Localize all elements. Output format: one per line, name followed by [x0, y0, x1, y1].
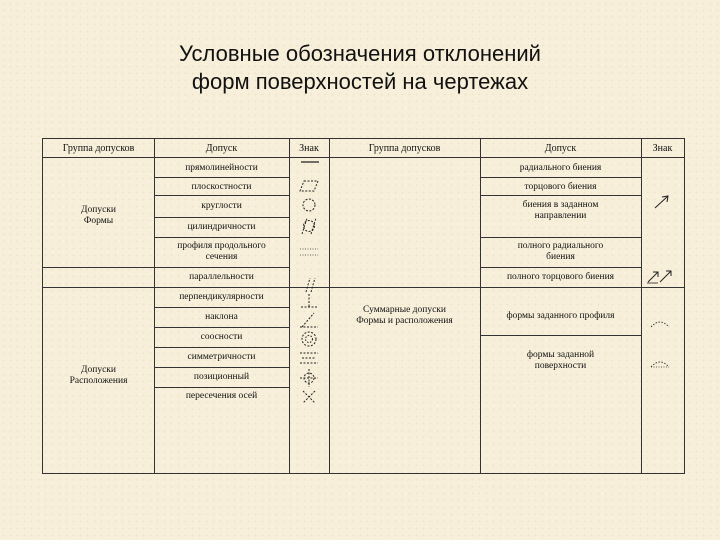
flatness-icon [299, 179, 319, 193]
title-line-2: форм поверхностей на чертежах [191, 69, 529, 94]
row-surface-form: формы заданной поверхности [526, 350, 595, 371]
row-inclination: наклона [205, 312, 238, 322]
row-divider [480, 267, 641, 268]
row-divider [154, 237, 289, 238]
row-axial-runout: торцового биения [524, 182, 597, 192]
row-position: позиционный [193, 372, 250, 382]
header-tolerance-right: Допуск [544, 143, 577, 154]
position-icon [300, 369, 318, 387]
parallelism-icon [303, 277, 317, 293]
column-divider [641, 139, 642, 473]
symmetry-icon [299, 350, 319, 366]
row-full-radial-runout: полного радиального биения [517, 241, 604, 262]
row-divider [43, 267, 289, 268]
row-divider [154, 195, 289, 196]
row-divider [480, 335, 641, 336]
row-profile-form: формы заданного профиля [506, 311, 615, 321]
cylindricity-icon [297, 217, 321, 235]
full-runout-icon [646, 268, 674, 284]
header-tolerance: Допуск [205, 143, 238, 154]
row-symmetry: симметричности [187, 352, 256, 362]
group-summary-label: Суммарные допуски Формы и расположения [356, 305, 453, 326]
row-perpendicularity: перпендикулярности [179, 292, 264, 302]
roundness-icon [301, 197, 317, 213]
row-divider [480, 195, 641, 196]
axes-intersection-icon [301, 389, 317, 405]
page-title [0, 40, 720, 96]
straightness-icon [301, 160, 319, 164]
row-divider [154, 327, 289, 328]
row-roundness: круглости [201, 201, 242, 211]
row-divider [480, 237, 641, 238]
header-divider [43, 157, 684, 158]
row-divider [154, 367, 289, 368]
row-full-axial-runout: полного торцового биения [506, 272, 615, 282]
row-direction-runout: биения в заданном направлении [522, 200, 599, 221]
row-divider [480, 177, 641, 178]
group-form-label: Допуски Формы [81, 205, 116, 226]
row-divider [154, 307, 289, 308]
header-sign-right: Знак [652, 143, 673, 154]
group-position-label: Допуски Расположения [69, 365, 128, 386]
row-cylindricity: цилиндричности [187, 222, 256, 232]
header-sign: Знак [299, 143, 319, 154]
inclination-icon [299, 311, 319, 329]
row-divider [154, 347, 289, 348]
row-profile: профиля продольного сечения [177, 241, 266, 262]
row-flatness: плоскостности [191, 182, 252, 192]
profile-form-icon [649, 319, 671, 329]
row-divider [154, 217, 289, 218]
header-group: Группа допусков [62, 143, 135, 154]
column-divider [289, 139, 290, 473]
row-axes-intersection: пересечения осей [185, 391, 258, 401]
perpendicularity-icon [300, 293, 318, 309]
profile-section-icon [299, 247, 319, 257]
header-group-right: Группа допусков [368, 143, 441, 154]
tolerance-table [42, 138, 685, 474]
row-coaxiality: соосности [200, 332, 243, 342]
row-divider [154, 177, 289, 178]
title-line-1: Условные обозначения отклонений [179, 41, 541, 66]
coaxiality-icon [300, 330, 318, 348]
surface-form-icon [649, 358, 671, 368]
row-divider [154, 387, 289, 388]
direction-runout-icon [653, 194, 671, 210]
row-parallelism: параллельности [189, 272, 254, 282]
row-divider [43, 287, 684, 288]
row-radial-runout: радиального биения [519, 163, 602, 173]
row-straightness: прямолинейности [185, 163, 258, 173]
